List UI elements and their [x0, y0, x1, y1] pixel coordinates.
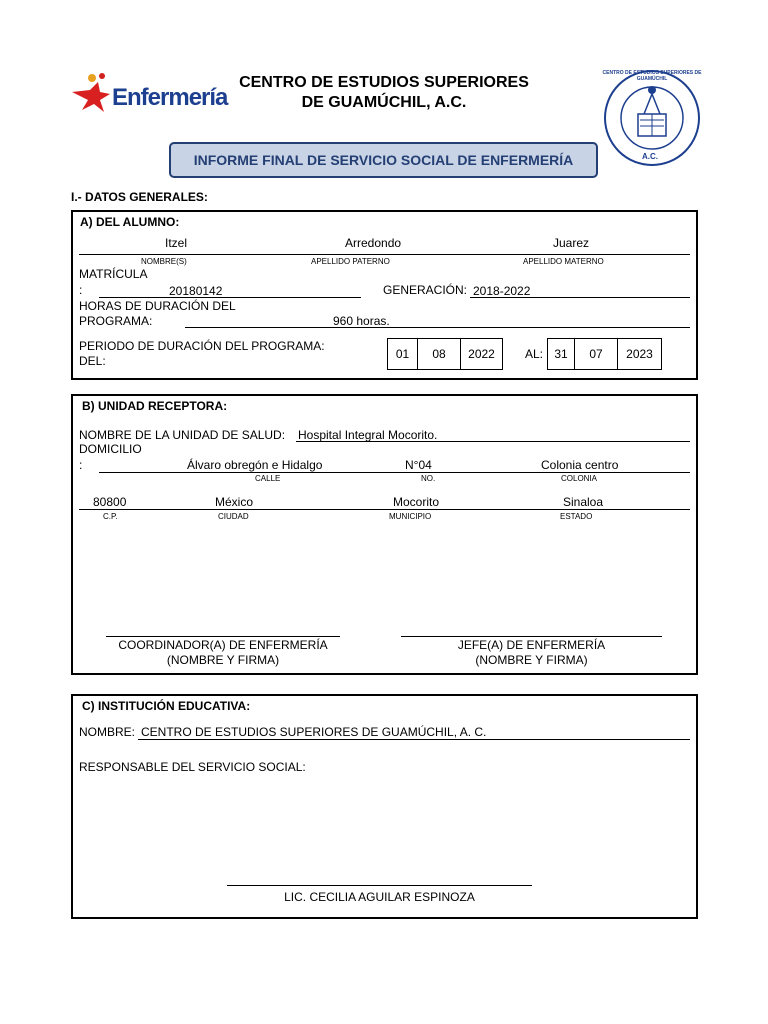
colonia-label: COLONIA [561, 474, 598, 483]
firma-coordinador-line [106, 636, 340, 637]
horas-value[interactable]: 960 horas. [333, 314, 390, 328]
firma-jefe-label: JEFE(A) DE ENFERMERÍA [457, 638, 606, 652]
cp-label: C.P. [103, 512, 118, 521]
al-mes-cell[interactable]: 07 [574, 338, 618, 370]
ciudad-label: CIUDAD [218, 512, 249, 521]
unidad-nombre-label: NOMBRE DE LA UNIDAD DE SALUD: [79, 428, 286, 442]
unidad-nombre-line [296, 441, 690, 442]
seal-ac: A.C. [642, 152, 658, 161]
responsable-firma-line [227, 885, 532, 886]
periodo-label-line2: DEL: [79, 354, 106, 368]
del-mes-cell[interactable]: 08 [417, 338, 461, 370]
calle-value[interactable]: Álvaro obregón e Hidalgo [187, 458, 323, 472]
generacion-line [470, 297, 690, 298]
firma-coordinador-sublabel: (NOMBRE Y FIRMA) [166, 653, 280, 667]
alumno-title: A) DEL ALUMNO: [80, 215, 180, 229]
seal-text: CENTRO DE ESTUDIOS SUPERIORES DE GUAMÚCHIL [602, 70, 702, 82]
institucion-nombre-line [138, 739, 690, 740]
domicilio-line [99, 472, 690, 473]
del-anio-cell[interactable]: 2022 [460, 338, 503, 370]
al-label: AL: [525, 347, 544, 361]
enfermeria-logo [70, 70, 228, 115]
domicilio-label: DOMICILIO [79, 442, 142, 456]
unidad-nombre-value[interactable]: Hospital Integral Mocorito. [298, 428, 438, 442]
apellido-paterno-value[interactable]: Arredondo [345, 236, 402, 250]
matricula-value[interactable]: 20180142 [169, 284, 223, 298]
matricula-label: MATRÍCULA [79, 267, 148, 281]
municipio-label: MUNICIPIO [389, 512, 432, 521]
matricula-line [99, 297, 361, 298]
colonia-value[interactable]: Colonia centro [541, 458, 619, 472]
periodo-label-line1: PERIODO DE DURACIÓN DEL PROGRAMA: [79, 339, 325, 353]
institution-title-line2: DE GUAMÚCHIL, A.C. [301, 94, 467, 111]
no-label: NO. [421, 474, 436, 483]
estado-value[interactable]: Sinaloa [563, 495, 604, 509]
firma-coordinador-label: COORDINADOR(A) DE ENFERMERÍA [118, 638, 328, 652]
apellido-materno-label: APELLIDO MATERNO [523, 257, 604, 266]
estado-label: ESTADO [560, 512, 593, 521]
generacion-label: GENERACIÓN: [383, 283, 468, 297]
firma-jefe-sublabel: (NOMBRE Y FIRMA) [475, 653, 588, 667]
unidad-title: B) UNIDAD RECEPTORA: [82, 399, 228, 413]
responsable-name: LIC. CECILIA AGUILAR ESPINOZA [284, 890, 475, 904]
institution-title-line1: CENTRO DE ESTUDIOS SUPERIORES [239, 74, 529, 91]
institucion-nombre-label: NOMBRE: [79, 725, 136, 739]
municipio-value[interactable]: Mocorito [393, 495, 440, 509]
nombre-line [79, 254, 690, 255]
report-title-banner: INFORME FINAL DE SERVICIO SOCIAL DE ENFERMERÍA [169, 142, 598, 178]
nombre-label: NOMBRE(S) [141, 257, 187, 266]
nombre-value[interactable]: Itzel [165, 236, 188, 250]
section-title: I.- DATOS GENERALES: [71, 190, 208, 204]
responsable-label: RESPONSABLE DEL SERVICIO SOCIAL: [79, 760, 306, 774]
firma-jefe-line [401, 636, 662, 637]
calle-label: CALLE [255, 474, 281, 483]
logo-text: Enfermería [112, 84, 228, 111]
institucion-title: C) INSTITUCIÓN EDUCATIVA: [82, 699, 251, 713]
domicilio-colon: : [79, 458, 83, 472]
horas-line [185, 327, 690, 328]
cp-value[interactable]: 80800 [93, 495, 127, 509]
matricula-colon: : [79, 283, 83, 297]
apellido-paterno-label: APELLIDO PATERNO [311, 257, 390, 266]
numero-value[interactable]: N°04 [405, 458, 432, 472]
apellido-materno-value[interactable]: Juarez [553, 236, 590, 250]
al-anio-cell[interactable]: 2023 [617, 338, 662, 370]
direccion-line [79, 509, 690, 510]
al-dia-cell[interactable]: 31 [547, 338, 575, 370]
horas-label-line1: HORAS DE DURACIÓN DEL [79, 299, 236, 313]
generacion-value[interactable]: 2018-2022 [473, 284, 531, 298]
ciudad-value[interactable]: México [215, 495, 254, 509]
institution-seal [602, 68, 702, 168]
del-dia-cell[interactable]: 01 [387, 338, 418, 370]
institucion-nombre-value[interactable]: CENTRO DE ESTUDIOS SUPERIORES DE GUAMÚCHIL, A. C. [141, 725, 487, 739]
horas-label-line2: PROGRAMA: [79, 314, 153, 328]
